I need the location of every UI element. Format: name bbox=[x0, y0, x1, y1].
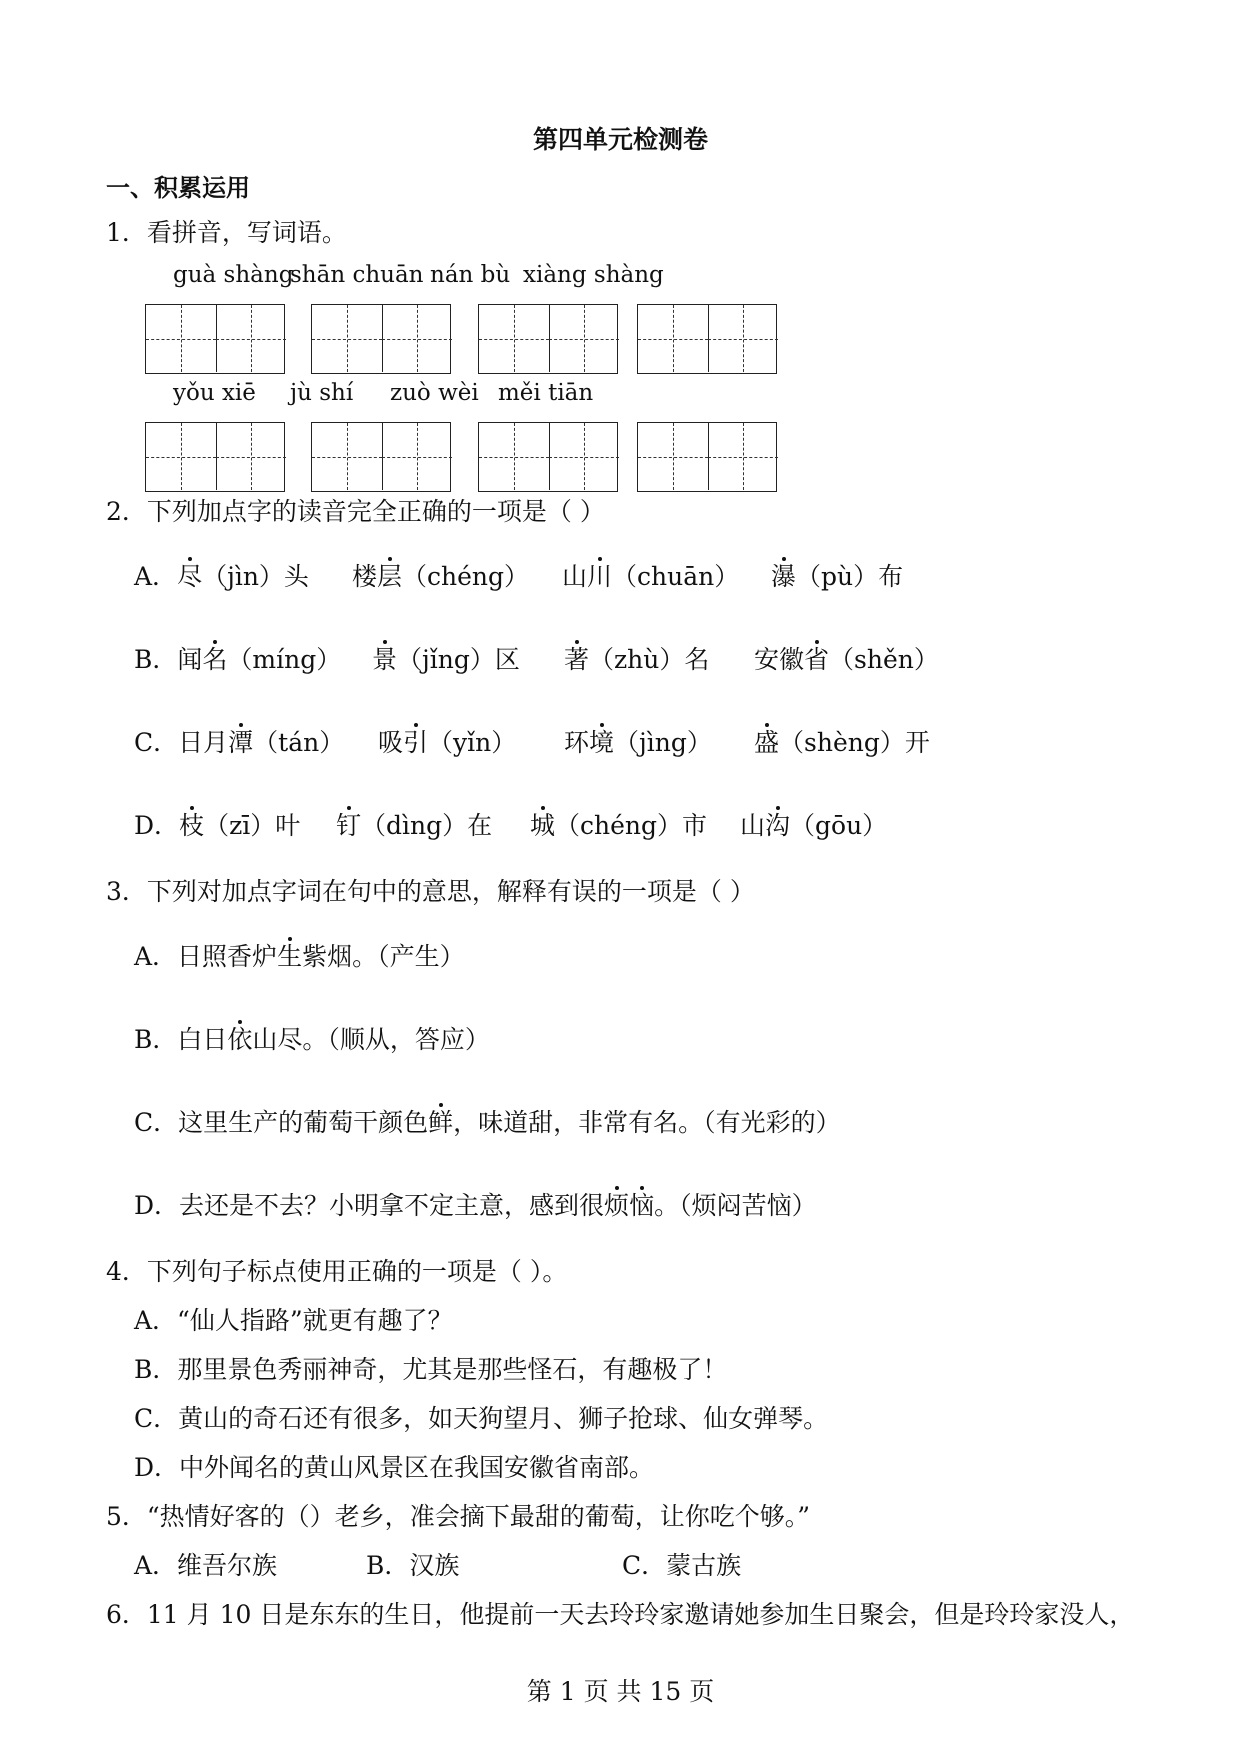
option-text: （gōu） bbox=[790, 811, 888, 840]
q5-option-a[interactable]: A．维吾尔族 bbox=[134, 1551, 278, 1580]
pinyin-1: guà shàng bbox=[173, 262, 294, 288]
dotted-char: 生 bbox=[277, 942, 303, 971]
pinyin-7: zuò wèi bbox=[390, 380, 479, 406]
q2-option-b-word-3 bbox=[564, 644, 709, 676]
writing-grid-8[interactable] bbox=[637, 422, 777, 492]
q3-option-a[interactable] bbox=[134, 941, 465, 973]
q4-option-b[interactable]: B．那里景色秀丽神奇，尤其是那些怪石，有趣极了！ bbox=[134, 1355, 728, 1384]
dotted-char: 著 bbox=[564, 645, 590, 674]
writing-grid-7[interactable] bbox=[478, 422, 618, 492]
question-4-stem: 4．下列句子标点使用正确的一项是（ ）。 bbox=[106, 1257, 568, 1286]
question-5-stem: 5．“热情好客的（）老乡，准会摘下最甜的葡萄，让你吃个够。” bbox=[106, 1502, 810, 1531]
dotted-char: 瀑 bbox=[771, 562, 797, 591]
option-text: （shèng）开 bbox=[779, 728, 930, 757]
q2-option-a-word-2 bbox=[352, 561, 529, 593]
option-text: 。（烦闷苦恼） bbox=[654, 1191, 817, 1220]
writing-grid-3[interactable] bbox=[478, 304, 618, 374]
option-text: C．日月 bbox=[134, 728, 229, 757]
option-text: 楼 bbox=[352, 562, 378, 591]
option-text: （jìng） bbox=[614, 728, 712, 757]
writing-grid-4[interactable] bbox=[637, 304, 777, 374]
pinyin-5: yǒu xiē bbox=[173, 380, 256, 406]
option-text: C．这里生产的葡萄干颜色 bbox=[134, 1108, 429, 1137]
q2-option-b[interactable] bbox=[134, 644, 341, 676]
dotted-char: 钉 bbox=[336, 811, 362, 840]
writing-grid-2[interactable] bbox=[311, 304, 451, 374]
question-2-stem: 2．下列加点字的读音完全正确的一项是（ ） bbox=[106, 497, 605, 526]
option-text: （pù）布 bbox=[796, 562, 904, 591]
q2-option-a-word-3 bbox=[562, 561, 739, 593]
option-text: 环 bbox=[564, 728, 590, 757]
option-text: （yǐn） bbox=[428, 728, 517, 757]
page-footer: 第 1 页 共 15 页 bbox=[526, 1677, 715, 1706]
dotted-char: 盛 bbox=[754, 728, 780, 757]
pinyin-4: xiàng shàng bbox=[523, 262, 664, 288]
option-text: 紫烟。（产生） bbox=[302, 942, 465, 971]
option-text: （chuān） bbox=[612, 562, 740, 591]
dotted-char: 尽 bbox=[177, 562, 203, 591]
option-text: （chéng） bbox=[402, 562, 530, 591]
option-text: （tán） bbox=[253, 728, 345, 757]
q2-option-a-word-4 bbox=[771, 561, 903, 593]
dotted-char: 潭 bbox=[228, 728, 254, 757]
pinyin-3: nán bù bbox=[430, 262, 511, 288]
q3-option-d[interactable] bbox=[134, 1190, 817, 1222]
q2-option-d-word-2 bbox=[336, 810, 492, 842]
q2-option-c-word-2 bbox=[378, 727, 516, 759]
option-text: 山尽。（顺从，答应） bbox=[252, 1025, 490, 1054]
option-text: 吸 bbox=[378, 728, 404, 757]
pinyin-6: jù shí bbox=[290, 380, 354, 406]
q4-option-c[interactable]: C．黄山的奇石还有很多，如天狗望月、狮子抢球、仙女弹琴。 bbox=[134, 1404, 829, 1433]
option-text: 山 bbox=[562, 562, 588, 591]
writing-grid-1[interactable] bbox=[145, 304, 285, 374]
option-label: D． bbox=[134, 811, 180, 840]
dotted-char: 城 bbox=[530, 811, 556, 840]
option-text: 山 bbox=[740, 811, 766, 840]
q5-option-b[interactable]: B．汉族 bbox=[366, 1551, 460, 1580]
q2-option-c-word-4 bbox=[754, 727, 930, 759]
pinyin-2: shān chuān bbox=[290, 262, 424, 288]
page-title: 第四单元检测卷 bbox=[532, 125, 708, 154]
dotted-char: 省 bbox=[804, 645, 830, 674]
option-text: ，味道甜，非常有名。（有光彩的） bbox=[453, 1108, 841, 1137]
q2-option-d[interactable] bbox=[134, 810, 300, 842]
dotted-char: 枝 bbox=[179, 811, 205, 840]
option-text: 安徽 bbox=[754, 645, 805, 674]
q2-option-d-word-3 bbox=[530, 810, 707, 842]
dotted-char: 依 bbox=[227, 1025, 253, 1054]
writing-grid-5[interactable] bbox=[145, 422, 285, 492]
dotted-char: 川 bbox=[587, 562, 613, 591]
section-heading: 一、积累运用 bbox=[106, 174, 250, 202]
dotted-char: 引 bbox=[403, 728, 429, 757]
q2-option-c[interactable] bbox=[134, 727, 344, 759]
q2-option-c-word-3 bbox=[564, 727, 712, 759]
q2-option-b-word-2 bbox=[372, 644, 520, 676]
dotted-char: 烦 bbox=[604, 1191, 630, 1220]
dotted-char: 层 bbox=[377, 562, 403, 591]
option-text: （zhù）名 bbox=[589, 645, 710, 674]
writing-grid-6[interactable] bbox=[311, 422, 451, 492]
q3-option-c[interactable] bbox=[134, 1107, 841, 1139]
question-6-stem: 6．11 月 10 日是东东的生日，他提前一天去玲玲家邀请她参加生日聚会，但是玲玲家没人， bbox=[106, 1600, 1135, 1629]
question-1-stem: 1．看拼音，写词语。 bbox=[106, 218, 347, 247]
option-text: （míng） bbox=[227, 645, 342, 674]
q5-option-c[interactable]: C．蒙古族 bbox=[622, 1551, 742, 1580]
option-text: （shěn） bbox=[829, 645, 939, 674]
dotted-char: 境 bbox=[589, 728, 615, 757]
q2-option-d-word-4 bbox=[740, 810, 887, 842]
option-text: A．日照香炉 bbox=[134, 942, 278, 971]
q3-option-b[interactable] bbox=[134, 1024, 490, 1056]
q4-option-d[interactable]: D．中外闻名的黄山风景区在我国安徽省南部。 bbox=[134, 1453, 655, 1482]
option-label: A． bbox=[134, 562, 178, 591]
option-text: （jìn）头 bbox=[202, 562, 309, 591]
option-text: （jǐng）区 bbox=[397, 645, 520, 674]
option-text: B．白日 bbox=[134, 1025, 228, 1054]
dotted-char: 恼 bbox=[629, 1191, 655, 1220]
option-text: （zī）叶 bbox=[204, 811, 301, 840]
pinyin-8: měi tiān bbox=[498, 380, 594, 406]
option-text: B．闻 bbox=[134, 645, 203, 674]
q4-option-a[interactable]: A．“仙人指路”就更有趣了？ bbox=[134, 1306, 453, 1335]
dotted-char: 景 bbox=[372, 645, 398, 674]
q2-option-b-word-4 bbox=[754, 644, 939, 676]
option-text: （chéng）市 bbox=[555, 811, 708, 840]
dotted-char: 名 bbox=[202, 645, 228, 674]
option-text: （dìng）在 bbox=[361, 811, 493, 840]
option-text: D．去还是不去？小明拿不定主意，感到很 bbox=[134, 1191, 605, 1220]
q2-option-a[interactable] bbox=[134, 561, 309, 593]
dotted-char: 沟 bbox=[765, 811, 791, 840]
question-3-stem: 3．下列对加点字词在句中的意思，解释有误的一项是（ ） bbox=[106, 877, 755, 906]
dotted-char: 鲜 bbox=[428, 1108, 454, 1137]
